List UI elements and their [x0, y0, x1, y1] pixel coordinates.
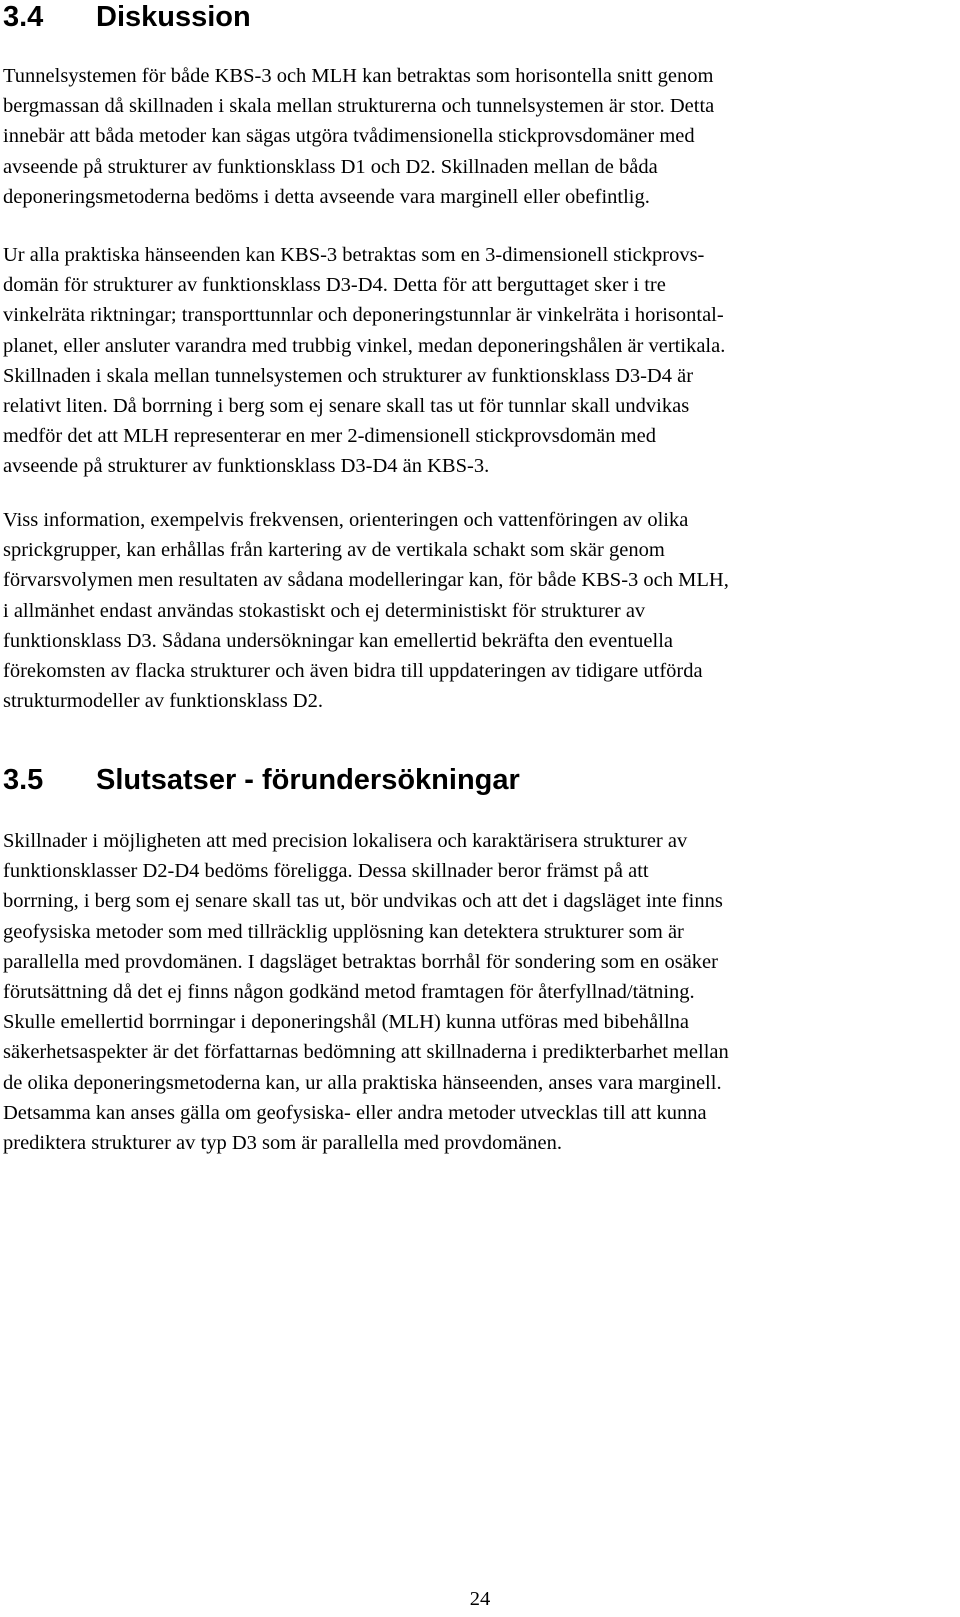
text-line: Detsamma kan anses gälla om geofysiska- eller andra metoder utvecklas till att kunna [3, 1101, 707, 1124]
text-line: avseende på strukturer av funktionsklass D1 och D2. Skillnaden mellan de båda [3, 155, 658, 178]
text-line: innebär att båda metoder kan sägas utgöra tvådimensionella stickprovsdomäner med [3, 125, 695, 148]
text-line: funktionsklass D3. Sådana undersökningar kan emellertid bekräfta den eventuella [3, 629, 674, 652]
text-line: Skillnader i möjligheten att med precision lokalisera och karaktärisera strukturer av [3, 830, 688, 852]
text-line: Viss information, exempelvis frekvensen, orienteringen och vattenföringen av olika [3, 509, 689, 531]
text-line: i allmänhet endast användas stokastiskt och ej deterministiskt för strukturer av [3, 599, 646, 622]
text-line: funktionsklasser D2-D4 bedöms föreligga. Dessa skillnader beror främst på att [3, 860, 649, 883]
text-line: planet, eller ansluter varandra med trubbig vinkel, medan deponeringshålen är vertikala. [3, 334, 726, 357]
section-number: 3.5 [3, 764, 44, 796]
text-line: domän för strukturer av funktionsklass D3-D4. Detta för att berguttaget sker i tre [3, 274, 666, 297]
text-line: förekomsten av flacka strukturer och även bidra till uppdateringen av tidigare utförda [3, 660, 703, 683]
text-line: säkerhetsaspekter är det författarnas bedömning att skillnaderna i predikterbarhet mellan [3, 1041, 729, 1064]
text-line: Skulle emellertid borrningar i deponeringshål (MLH) kunna utföras med bibehållna [3, 1011, 689, 1034]
page-number: 24 [469, 1588, 491, 1610]
text-line: borrning, i berg som ej senare skall tas ut, bör undvikas och att det i dagsläget inte finns [3, 890, 723, 913]
paragraph-3-4-2 [3, 240, 933, 482]
paragraph-3-4-1 [3, 61, 933, 212]
text-line: avseende på strukturer av funktionsklass D3-D4 än KBS-3. [3, 455, 490, 478]
text-line: medför det att MLH representerar en mer 2-dimensionell stickprovsdomän med [3, 425, 656, 448]
paragraph-3-5-1 [3, 826, 933, 1158]
text-line: prediktera strukturer av typ D3 som är parallella med provdomänen. [3, 1132, 563, 1155]
text-line: geofysiska metoder som med tillräcklig upplösning kan detektera strukturer som är [3, 920, 684, 943]
text-line: förutsättning då det ej finns någon godkänd metod framtagen för återfyllnad/tätning. [3, 981, 695, 1004]
text-line: Ur alla praktiska hänseenden kan KBS-3 betraktas som en 3-dimensionell stickprovs- [3, 244, 705, 266]
section-title: Slutsatser - förundersökningar [96, 764, 520, 796]
section-number: 3.4 [3, 1, 44, 33]
text-line: förvarsvolymen men resultaten av sådana modelleringar kan, för både KBS-3 och MLH, [3, 569, 729, 592]
text-line: vinkelräta riktningar; transporttunnlar och deponeringstunnlar är vinkelräta i horisontal- [3, 304, 724, 327]
text-line: bergmassan då skillnaden i skala mellan strukturerna och tunnelsystemen är stor. Detta [3, 95, 715, 118]
section-heading-3-4 [3, 0, 251, 34]
text-line: parallella med provdomänen. I dagsläget betraktas borrhål för sondering som en osäker [3, 950, 718, 973]
text-line: Tunnelsystemen för både KBS-3 och MLH kan betraktas som horisontella snitt genom [3, 65, 714, 87]
section-heading-3-5 [3, 763, 520, 797]
text-line: Skillnaden i skala mellan tunnelsystemen och strukturer av funktionsklass D3-D4 är [3, 364, 694, 387]
text-line: sprickgrupper, kan erhållas från kartering av de vertikala schakt som skär genom [3, 539, 665, 562]
section-title: Diskussion [96, 1, 251, 33]
paragraph-3-4-3 [3, 505, 933, 716]
text-line: relativt liten. Då borrning i berg som ej senare skall tas ut för tunnlar skall undvikas [3, 395, 690, 418]
text-line: de olika deponeringsmetoderna kan, ur alla praktiska hänseenden, anses vara marginell. [3, 1071, 722, 1094]
text-line: strukturmodeller av funktionsklass D2. [3, 690, 323, 713]
text-line: deponeringsmetoderna bedöms i detta avseende vara marginell eller obefintlig. [3, 185, 650, 208]
